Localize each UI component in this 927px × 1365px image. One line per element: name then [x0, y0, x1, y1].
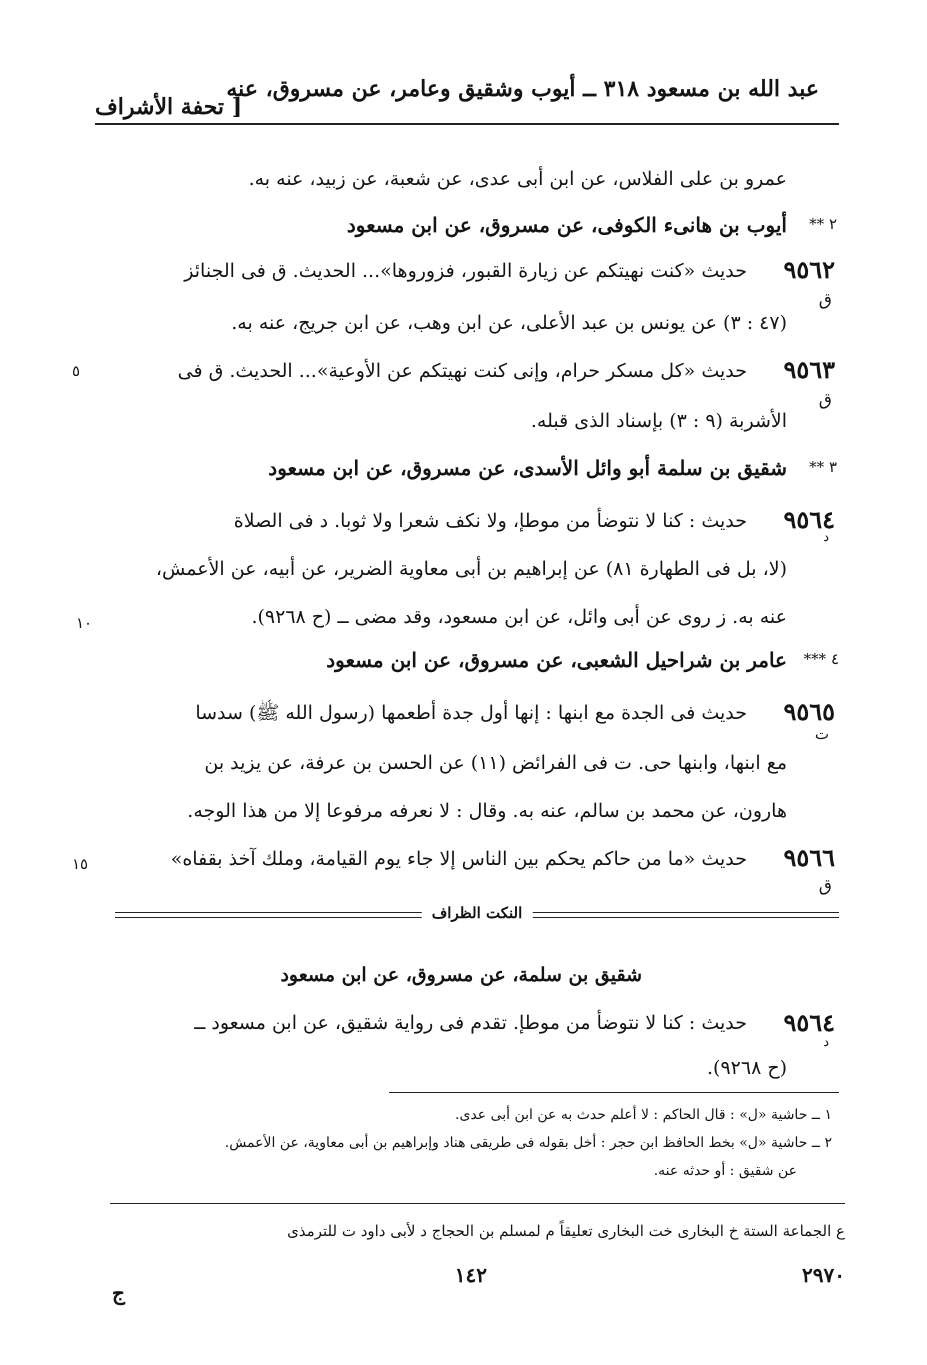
text-line: عنه به. ز روى عن أبى وائل، عن ابن مسعود، وقد مضى ــ (ح ٩٢٦٨). — [251, 606, 787, 628]
running-header-left: [ تحفة الأشراف — [95, 94, 243, 120]
nukat-heading: شقيق بن سلمة، عن مسروق، عن ابن مسعود — [280, 964, 642, 986]
line-number: ١٠ — [76, 614, 93, 632]
siglum: ق — [818, 876, 832, 896]
text-line: حديث «كل مسكر حرام، وإنى كنت نهيتكم عن الأوعية»... الحديث. ق فى — [177, 360, 747, 382]
nukat-title: النكت الظراف — [431, 904, 523, 922]
siglum: د — [823, 530, 829, 545]
siglum: ق — [818, 290, 832, 310]
printer-signature: ج — [112, 1281, 125, 1305]
section-marker: ٢ ** — [809, 215, 837, 233]
header-rule — [95, 123, 839, 125]
hadith-number: ٩٥٦٥ — [783, 697, 835, 726]
text-line: حديث «كنت نهيتكم عن زيارة القبور، فزوروها»... الحديث. ق فى الجنائز — [184, 260, 747, 282]
isnad-heading: شقيق بن سلمة أبو وائل الأسدى، عن مسروق، عن ابن مسعود — [268, 456, 787, 480]
siglum: ت — [814, 725, 829, 743]
line-number: ١٥ — [72, 855, 89, 873]
text-line: حديث : كنا لا نتوضأ من موطإ، ولا نكف شعرا ولا ثوبا. د فى الصلاة — [233, 510, 747, 532]
page-number: ١٤٢ — [454, 1263, 487, 1287]
footnote: عن شقيق : أو حدثه عنه. — [653, 1163, 797, 1179]
item-number: ٢٩٧٠ — [802, 1263, 845, 1287]
nukat-text: (ح ٩٢٦٨). — [707, 1057, 787, 1079]
footnote-rule — [389, 1092, 839, 1093]
nukat-divider — [115, 904, 839, 928]
text-line: عمرو بن على الفلاس، عن ابن أبى عدى، عن شعبة، عن زبيد، عنه به. — [248, 168, 787, 190]
isnad-heading: عامر بن شراحيل الشعبى، عن مسروق، عن ابن مسعود — [326, 648, 787, 672]
abbrev-rule — [110, 1203, 845, 1204]
running-header-right: عبد الله بن مسعود ٣١٨ ــ أيوب وشقيق وعامر، عن مسروق، عنه — [226, 76, 819, 102]
text-line: (لا، بل فى الطهارة ٨١) عن إبراهيم بن أبى معاوية الضرير، عن أبيه، عن الأعمش، — [155, 558, 787, 580]
hadith-number: ٩٥٦٣ — [783, 355, 835, 384]
section-marker: ٤ *** — [803, 650, 839, 668]
siglum: د — [823, 1035, 829, 1050]
section-marker: ٣ ** — [809, 458, 837, 476]
footnote: ٢ ــ حاشية «ل» بخط الحافظ ابن حجر : أخل بقوله فى طريقى هناد وإبراهيم بن أبى معاوية، عن الأعمش. — [224, 1135, 832, 1151]
line-number: ٥ — [72, 362, 81, 380]
nukat-text: حديث : كنا لا نتوضأ من موطإ. تقدم فى رواية شقيق، عن ابن مسعود ــ — [194, 1012, 747, 1034]
text-line: مع ابنها، وابنها حى. ت فى الفرائض (١١) عن الحسن بن عرفة، عن يزيد بن — [204, 752, 787, 774]
text-line: هارون، عن محمد بن سالم، عنه به. وقال : لا نعرفه مرفوعا إلا من هذا الوجه. — [187, 800, 787, 822]
hadith-number: ٩٥٦٤ — [783, 1008, 835, 1037]
text-line: حديث فى الجدة مع ابنها : إنها أول جدة أطعمها (رسول الله ﷺ) سدسا — [195, 702, 747, 724]
isnad-heading: أيوب بن هانىء الكوفى، عن مسروق، عن ابن مسعود — [346, 213, 787, 237]
hadith-number: ٩٥٦٦ — [783, 843, 835, 872]
footnote: ١ ــ حاشية «ل» : قال الحاكم : لا أعلم حدث به عن ابن أبى عدى. — [455, 1107, 832, 1123]
abbreviations-key: ع الجماعة الستة خ البخارى خت البخارى تعليقاً م لمسلم بن الحجاج د لأبى داود ت للترمذى — [287, 1222, 845, 1240]
text-line: الأشربة (٩ : ٣) بإسناد الذى قبله. — [530, 410, 787, 432]
hadith-number: ٩٥٦٤ — [783, 505, 835, 534]
text-line: حديث «ما من حاكم يحكم بين الناس إلا جاء يوم القيامة، وملك آخذ بقفاه» — [170, 848, 747, 870]
hadith-number: ٩٥٦٢ — [783, 255, 835, 284]
text-line: (٤٧ : ٣) عن يونس بن عبد الأعلى، عن ابن وهب، عن ابن جريج، عنه به. — [231, 312, 787, 334]
siglum: ق — [818, 390, 832, 410]
